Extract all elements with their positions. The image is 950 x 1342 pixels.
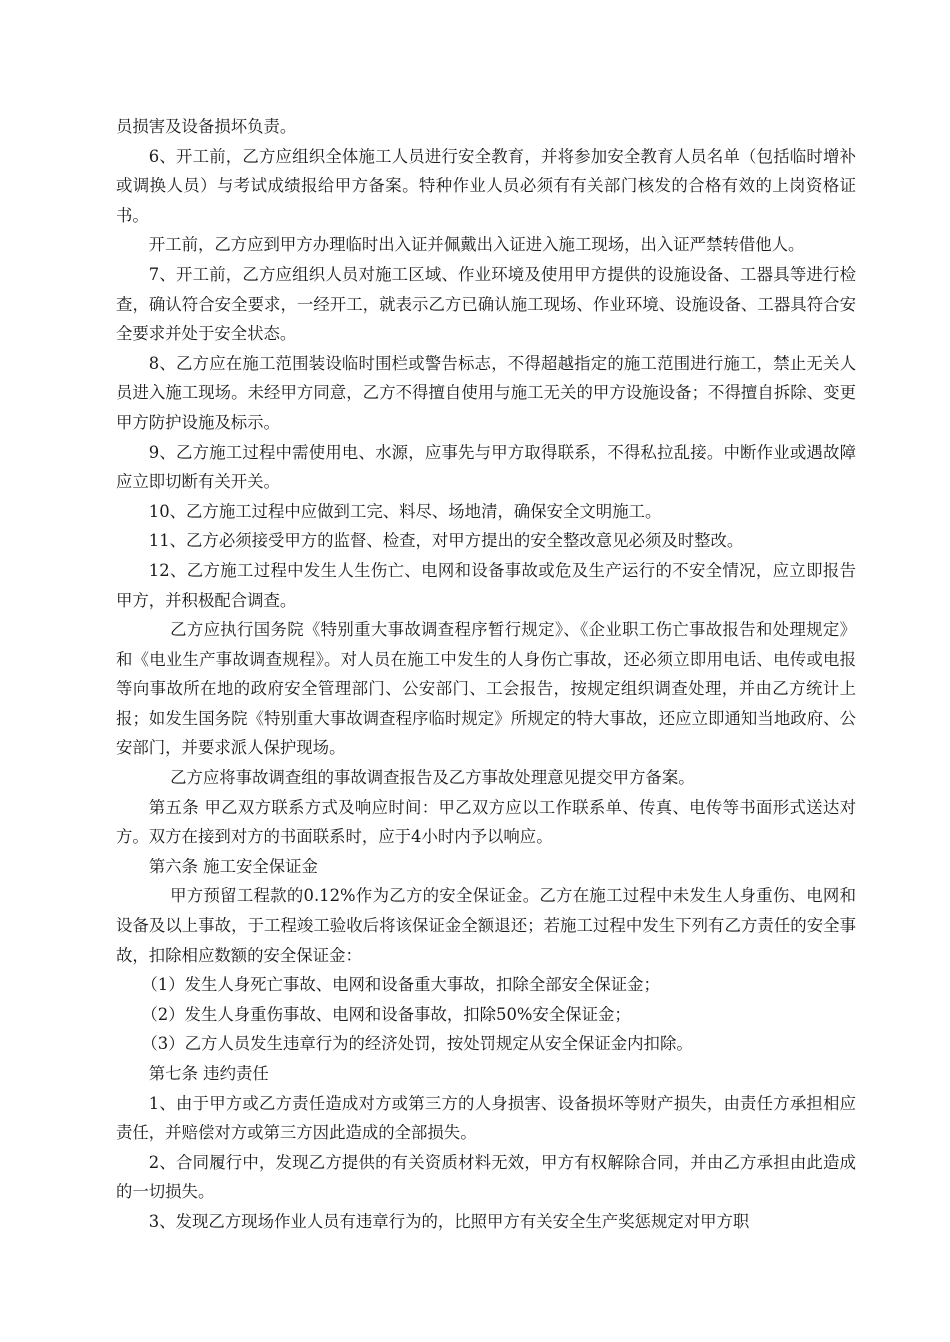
liability-item-3: 3、发现乙方现场作业人员有违章行为的，比照甲方有关安全生产奖惩规定对甲方职 bbox=[148, 1211, 750, 1231]
clause-10: 10、乙方施工过程中应做到工完、料尽、场地清，确保安全文明施工。 bbox=[148, 501, 662, 521]
clause-6: 6、开工前，乙方应组织全体施工人员进行安全教育，并将参加安全教育人员名单（包括临时增补或调换人员）与考试成绩报给甲方备案。特种作业人员必须有有关部门核发的合格有效的上岗资格证书。 bbox=[116, 146, 856, 225]
article-6-deposit: 甲方预留工程款的0.12%作为乙方的安全保证金。乙方在施工过程中未发生人身重伤、电网和设备及以上事故，于工程竣工验收后将该保证金全额退还；若施工过程中发生下列有乙方责任的安全事故，扣除相应数额的安全保证金： bbox=[116, 886, 856, 965]
clause-12-report-filing: 乙方应将事故调查组的事故调查报告及乙方事故处理意见提交甲方备案。 bbox=[170, 768, 695, 788]
clause-9: 9、乙方施工过程中需使用电、水源，应事先与甲方取得联系，不得私拉乱接。中断作业或遇故障应立即切断有关开关。 bbox=[116, 442, 856, 492]
clause-6-access-pass: 开工前，乙方应到甲方办理临时出入证并佩戴出入证进入施工现场，出入证严禁转借他人。 bbox=[148, 235, 805, 255]
deposit-item-2: （2）发生人身重伤事故、电网和设备事故，扣除50%安全保证金； bbox=[141, 1004, 631, 1024]
article-5-contact: 第五条 甲乙双方联系方式及响应时间：甲乙双方应以工作联系单、传真、电传等书面形式送达对方。双方在接到对方的书面联系时，应于4小时内予以响应。 bbox=[116, 797, 856, 847]
clause-7: 7、开工前，乙方应组织人员对施工区域、作业环境及使用甲方提供的设施设备、工器具等进行检查，确认符合安全要求，一经开工，就表示乙方已确认施工现场、作业环境、设施设备、工器具符合安全要求并处于安全状态。 bbox=[116, 264, 856, 344]
deposit-item-1: （1）发生人身死亡事故、电网和设备重大事故，扣除全部安全保证金； bbox=[141, 975, 660, 995]
document-body bbox=[116, 112, 856, 1237]
clause-11: 11、乙方必须接受甲方的监督、检查，对甲方提出的安全整改意见必须及时整改。 bbox=[148, 531, 744, 551]
clause-8: 8、乙方应在施工范围装设临时围栏或警告标志，不得超越指定的施工范围进行施工，禁止无关人员进入施工现场。未经甲方同意，乙方不得擅自使用与施工无关的甲方设施设备；不得擅自拆除、变更甲方防护设施及标示。 bbox=[116, 353, 856, 432]
paragraph-continuation: 员损害及设备损坏负责。 bbox=[116, 117, 297, 136]
liability-item-2: 2、合同履行中，发现乙方提供的有关资质材料无效，甲方有权解除合同，并由乙方承担由此造成的一切损失。 bbox=[116, 1152, 856, 1202]
article-6-heading: 第六条 施工安全保证金 bbox=[148, 856, 318, 876]
clause-12: 12、乙方施工过程中发生人生伤亡、电网和设备事故或危及生产运行的不安全情况，应立即报告甲方，并积极配合调查。 bbox=[116, 560, 856, 610]
clause-12-regulations: 乙方应执行国务院《特别重大事故调查程序暂行规定》、《企业职工伤亡事故报告和处理规定》和《电业生产事故调查规程》。对人员在施工中发生的人身伤亡事故，还必须立即用电话、电传或电报等向事故所在地的政府安全管理部门、公安部门、工会报告，按规定组织调查处理，并由乙方统计上报；如发生国务院《特别重大事故调查程序临时规定》所规定的特大事故，还应立即通知当地政府、公安部门，并要求派人保护现场。 bbox=[116, 620, 856, 758]
deposit-item-3: （3）乙方人员发生违章行为的经济处罚，按处罚规定从安全保证金内扣除。 bbox=[141, 1034, 693, 1054]
article-7-heading: 第七条 违约责任 bbox=[148, 1064, 269, 1083]
liability-item-1: 1、由于甲方或乙方责任造成对方或第三方的人身损害、设备损坏等财产损失，由责任方承担相应责任，并赔偿对方或第三方因此造成的全部损失。 bbox=[116, 1093, 856, 1143]
